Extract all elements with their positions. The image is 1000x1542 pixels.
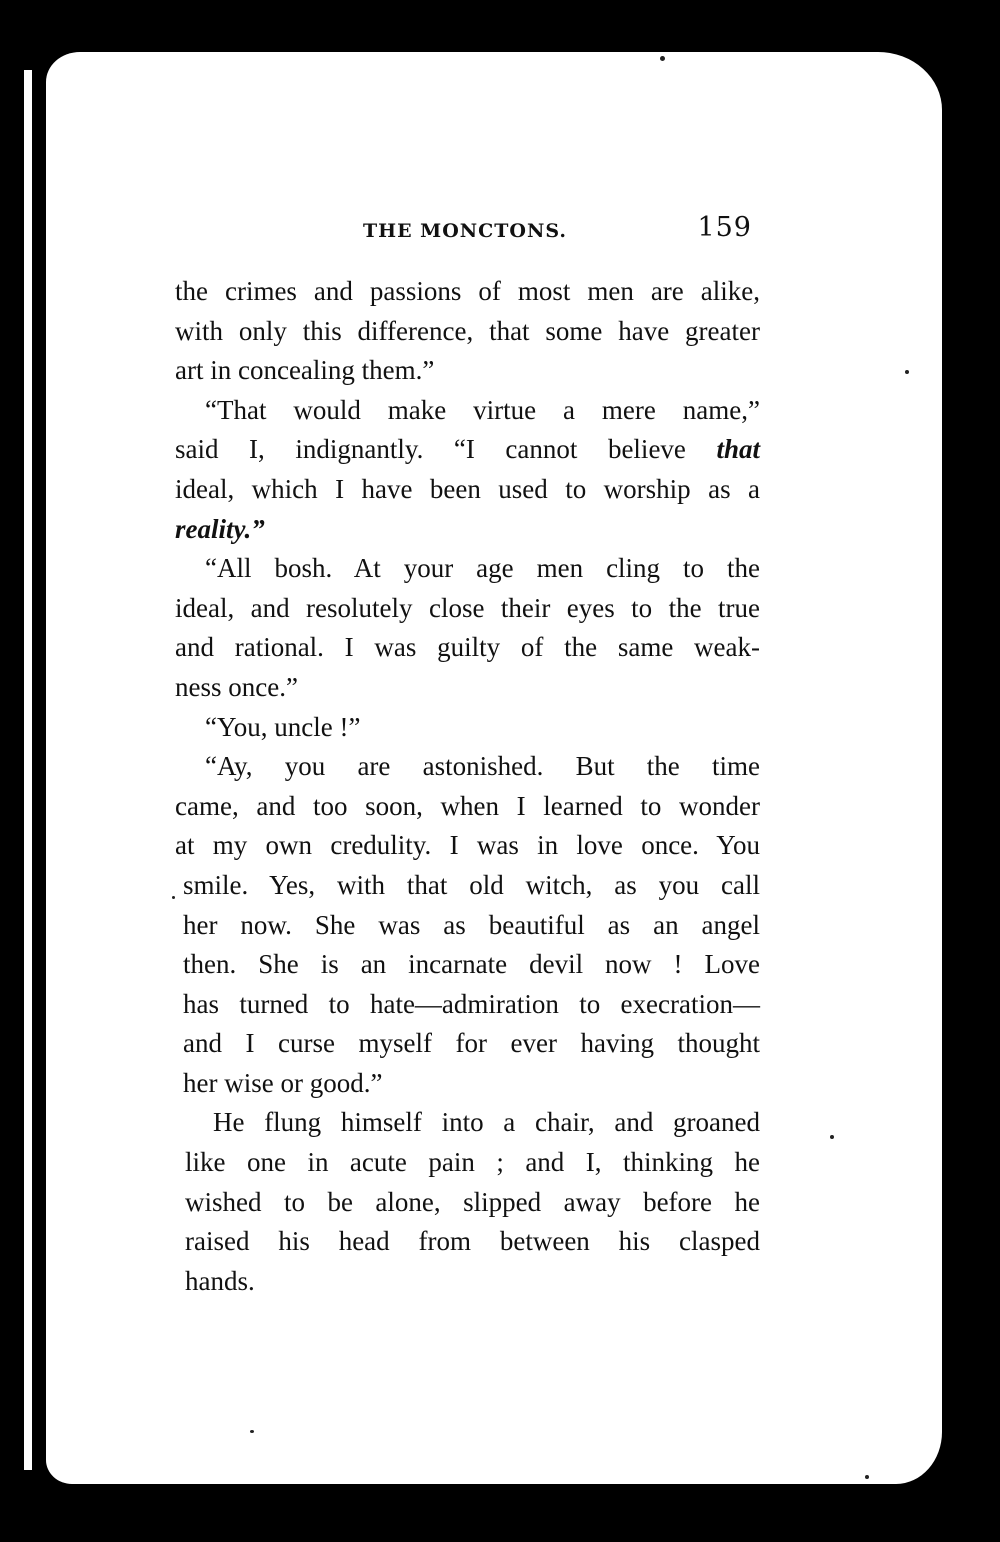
text-line: ness once.” <box>175 671 298 702</box>
text-line: her now. She was as beautiful as an angel <box>183 909 760 940</box>
scan-speck <box>905 370 909 374</box>
text-line: said I, indignantly. “I cannot believe that <box>175 434 760 465</box>
scan-speck <box>660 56 665 61</box>
text-line: the crimes and passions of most men are alike, <box>175 276 760 306</box>
text-line: “That would make virtue a mere name,” <box>205 394 760 425</box>
text-line: “All bosh. At your age men cling to the <box>205 553 760 584</box>
text-line: art in concealing them.” <box>175 355 435 386</box>
text-line: reality.” <box>175 513 265 544</box>
text-line: and rational. I was guilty of the same weak- <box>175 632 760 663</box>
running-title: THE MONCTONS. <box>363 220 567 242</box>
text-line: then. She is an incarnate devil now ! Love <box>183 949 760 980</box>
text-line: hands. <box>185 1265 255 1296</box>
scan-speck <box>830 1135 834 1139</box>
text-line: ideal, and resolutely close their eyes to the true <box>175 592 760 623</box>
text-line: wished to be alone, slipped away before he <box>185 1186 760 1217</box>
scan-speck <box>250 1430 254 1433</box>
scan-speck <box>172 896 175 899</box>
text-line: like one in acute pain ; and I, thinking he <box>185 1147 760 1178</box>
text-line: at my own credulity. I was in love once. You <box>175 830 760 861</box>
text-line: has turned to hate—admiration to execration— <box>183 988 760 1019</box>
text-line: came, and too soon, when I learned to wonder <box>175 790 760 821</box>
text-line: her wise or good.” <box>183 1067 383 1098</box>
page-number: 159 <box>697 212 752 243</box>
text-line: with only this difference, that some have greater <box>175 315 760 346</box>
text-line: and I curse myself for ever having thought <box>183 1028 760 1059</box>
text-line: He flung himself into a chair, and groaned <box>213 1107 760 1138</box>
text-line: ideal, which I have been used to worship as a <box>175 473 760 504</box>
text-line: smile. Yes, with that old witch, as you call <box>183 869 760 900</box>
running-head <box>175 212 760 252</box>
scan-speck <box>865 1475 869 1479</box>
emphasized-word: that <box>716 434 760 465</box>
text-line: “Ay, you are astonished. But the time <box>205 751 760 782</box>
body-text <box>175 272 760 1301</box>
text-line: raised his head from between his clasped <box>185 1226 760 1257</box>
page-edge <box>24 70 32 1470</box>
text-line: “You, uncle !” <box>205 711 361 742</box>
